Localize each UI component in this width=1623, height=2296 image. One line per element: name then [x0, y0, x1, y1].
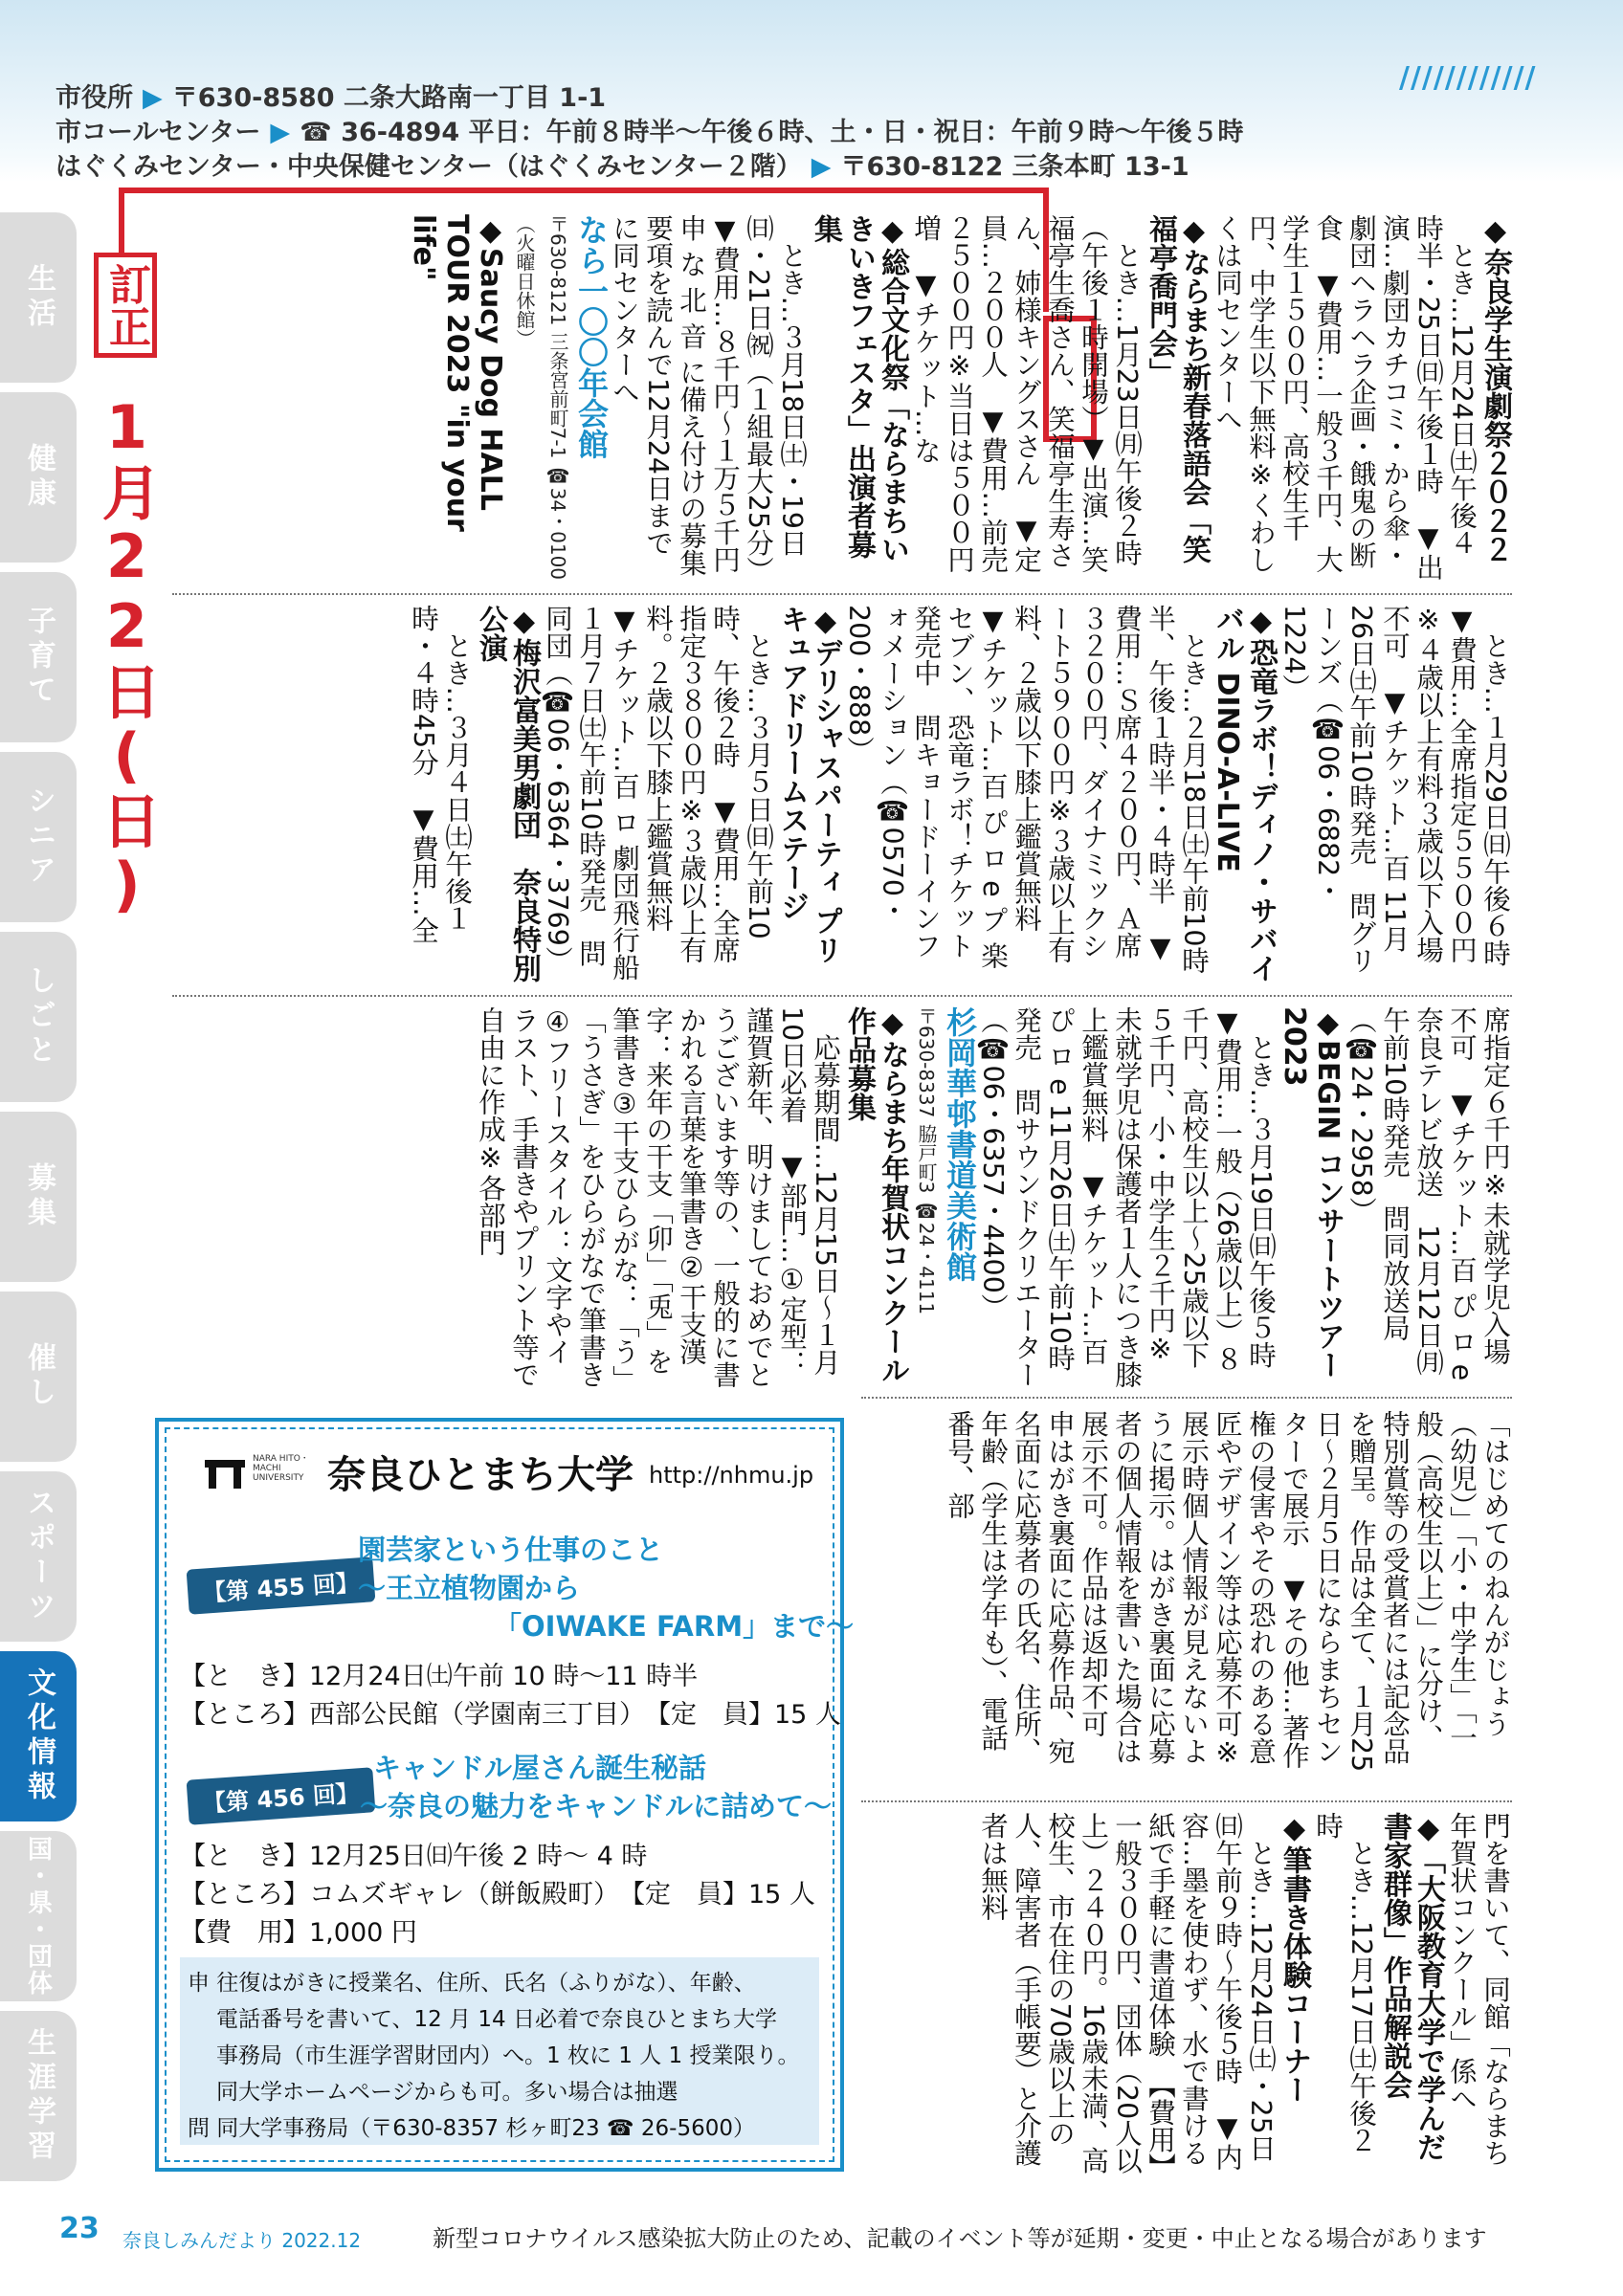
lecture-455-title-2: 〜王立植物園から: [358, 1572, 581, 1604]
lecture-455-when: 【と き】12月24日㈯午前 10 時〜11 時半: [180, 1662, 699, 1691]
event-title-umezawa: ◆梅沢富美男劇団 奈良特別公演: [474, 605, 541, 982]
page-header: [0, 0, 1623, 182]
tab-sports[interactable]: スポーツ: [0, 1471, 77, 1642]
university-url[interactable]: http://nhmu.jp: [649, 1462, 814, 1489]
correction-line-left: [119, 188, 124, 256]
row-divider-1: [172, 593, 1512, 595]
header-line-call-center: 市コールセンター ▶ ☎ 36-4894 平日：午前８時半〜午後６時、土・日・祝日：午前９時〜午後５時: [56, 118, 1244, 147]
event-body-osaka-univ: とき…12月17日㈯午後２時: [1312, 1812, 1377, 2154]
row-divider-4: [861, 1800, 1512, 1802]
lecture-455-title-3: 「OIWAKE FARM」まで〜: [494, 1610, 855, 1643]
lecture-456-where: 【ところ】コムズギャレ（餅飯殿町） 【定 員】15 人: [180, 1880, 815, 1910]
tab-childcare[interactable]: 子育て: [0, 572, 77, 742]
row-divider-2: [172, 995, 1512, 997]
header-line-health-center: はぐくみセンター・中央保健センター（はぐくみセンター２階） ▶ 〒630-8122 三条本町 13-1: [56, 152, 1189, 182]
correction-date: 1月22日(日): [92, 392, 162, 919]
column-2: [172, 605, 1512, 1008]
lecture-456-label: 【第 456 回】: [188, 1774, 374, 1819]
event-body-student-drama: とき…12月24日㈯午後４時半・25日㈰午後１時 ▼出演…劇団カチコミ・から傘・劇団ヘラヘラ企画・餓鬼の断食 ▼費用…一般３千円、大学生１５００円、高校生千円、中学生以下無料※くわしくは同センターへ: [1212, 214, 1478, 581]
header-line-city-hall: 市役所 ▶ 〒630-8580 二条大路南一丁目 1-1: [56, 83, 607, 113]
event-body-umezawa-cont: 席指定６千円※未就学児入場不可 ▼チケット…百 ぴ ロ e 奈良テレビ放送 12月12日㈪午前10時発売 問同放送局（☎24・2958）: [1345, 1006, 1511, 1381]
event-body-nengajo-end: 門を書いて、同館「ならまち年賀状コンクール」係へ: [1446, 1812, 1511, 2167]
tab-lifelong-learning[interactable]: 生涯学習: [0, 2011, 77, 2181]
event-title-rakugo: ◆ならまち新春落語会「笑福亭喬門会」: [1144, 214, 1211, 563]
tab-senior[interactable]: シニア: [0, 752, 77, 922]
event-body-saucy-dog: とき…１月29日㈰午後６時 ▼費用…全席指定５５００円※４歳以上有料３歳以下入場不可 ▼チケット…百 11月26日㈯午前10時発売 問グリーンズ（☎06・6882・1224）: [1278, 605, 1511, 994]
lecture-455-title-1: 園芸家という仕事のこと: [358, 1534, 664, 1566]
event-body-dino: とき…２月18日㈯午前10時半、午後１時半・４時半 ▼費用…Ｓ席４２００円、Ａ席３２００円、ダイナミックシート５９００円※３歳以上有料、２歳以下膝上鑑賞無料 ▼チケット…百 ぴ ロ e プ 楽 セブン、恐竜ラボ！チケット 発売中 問キョードーインフォメーション（☎0570・200・888）: [843, 605, 1210, 975]
venue-name: なら一〇〇年会館: [573, 214, 610, 459]
column-5: [861, 1812, 1512, 2175]
page-number: 23: [59, 2212, 100, 2245]
university-logo-icon: [201, 1454, 249, 1492]
tab-culture[interactable]: 文化情報: [0, 1651, 77, 1821]
correction-line-top: [119, 188, 1045, 193]
tab-events[interactable]: 催し: [0, 1292, 77, 1462]
lecture-455-label: 【第 455 回】: [188, 1563, 374, 1608]
application-contact: 問 同大学事務局（〒630-8357 杉ヶ町23 ☎ 26-5600）: [188, 2116, 755, 2141]
lecture-456-when: 【と き】12月25日㈰午後 2 時〜 4 時: [180, 1842, 648, 1871]
event-body-festa: とき…３月18日㈯・19日㈰・21日㈷（１組最大25分）▼費用…８千円〜１万５千円 申 な 北 音 に備え付けの募集要項を読んで12月24日までに同センターへ: [609, 214, 808, 601]
lecture-456-title-1: キャンドル屋さん誕生秘話: [373, 1752, 707, 1784]
lecture-456-title-2: 〜奈良の魅力をキャンドルに詰めて〜: [360, 1790, 833, 1822]
event-body-umezawa: とき…３月４日㈯午後１時・４時45分 ▼費用…全: [408, 605, 473, 944]
column-3: [172, 1006, 1512, 1396]
museum-address: 〒630-8337 脇戸町3 ☎24・4111: [915, 1006, 938, 1315]
event-title-osaka-univ: ◆「大阪教育大学で学んだ書家群像」作品解説会: [1378, 1812, 1445, 2161]
event-title-begin: ◆BEGIN コンサートツアー 2023: [1278, 1006, 1345, 1380]
event-body-nengajo-cont: 「はじめてのねんがじょう（幼児）」「小・中学生」「一般（高校生以上）」に分け、特別賞等の受賞者には記念品を贈呈。作品は全て、１月25日〜２月５日にならまちセンターで展示 ▼その他…著作権の侵害やその恐れのある意匠やデザイン等は応募不可※展示時個人情報が見えないように掲示。はがき裏面に応募者の個人情報を書いた場合は展示不可。作品は返却不可 申はがき裏面に応募作品、宛名面に応募者の氏名、住所、年齢（学生は学年も）、電話番号、部: [944, 1410, 1511, 1773]
venue-address: 〒630-8121 三条宮前町7-1 ☎34・0100 （火曜日休館）: [513, 214, 569, 581]
application-note: [180, 1957, 819, 2145]
column-4: [861, 1410, 1512, 1776]
application-line-3: 事務局（市生涯学習財団内）へ。1 枚に 1 人 1 授業限り。: [216, 2043, 800, 2068]
header-decoration: ////////////: [1399, 61, 1537, 95]
application-line-4: 同大学ホームページからも可。多い場合は抽選: [216, 2080, 678, 2105]
lecture-455-where: 【ところ】西部公民館（学園南三丁目） 【定 員】15 人: [180, 1700, 841, 1730]
event-body-rakugo: とき…1月23日㈪午後２時（午後１時開場）▼出演…笑福亭生喬さん、笑福亭生寿さん、姉様キングスさん ▼定員…２００人 ▼費用…前売２５００円※当日は５００円増 ▼チケット…な: [910, 214, 1143, 573]
university-box: [155, 1418, 855, 2172]
tab-government[interactable]: 国・県・団体: [0, 1831, 77, 2001]
event-title-festa: ◆総合文化祭「ならまちいきいきフェスタ」出演者募集: [809, 214, 909, 563]
event-body-calligraphy: とき…12月24日㈯・25日㈰午前９時〜午後５時 ▼内容…墨を使わず、水で書ける紙で手軽に書道体験 【費用】一般３００円、団体（20人以上）２４０円。16歳未満、高校生、市在住の70歳以上の人、障害者（手帳要）と介護者は無料: [977, 1812, 1277, 2175]
university-name: 奈良ひとまち大学: [327, 1453, 634, 1497]
tab-health[interactable]: 健康: [0, 392, 77, 563]
correction-label: 訂正: [94, 253, 157, 358]
museum-name: 杉岡華邨書道美術館: [942, 1006, 978, 1282]
event-title-precure: ◆デリシャスパーティ プリキュアドリームステージ: [775, 605, 842, 964]
event-title-nengajo: ◆ならまち年賀状コンクール作品募集: [842, 1006, 909, 1384]
footer-notice: 新型コロナウイルス感染拡大防止のため、記載のイベント等が延期・変更・中止となる場合があります: [433, 2225, 1487, 2252]
lecture-456-fee: 【費 用】1,000 円: [180, 1918, 417, 1948]
column-1: [172, 214, 1512, 601]
event-body-begin: とき…３月19日㈰午後５時 ▼費用…一般（26歳以上）８千円、高校生以上〜25歳以下５千円、小・中学生２千円※未就学児は保護者１人につき膝上鑑賞無料 ▼チケット…百 ぴ ロ e 11月26日㈯午前10時発売 問サウンドクリエーター（☎06・6357・4400）: [977, 1006, 1277, 1396]
row-divider-3: [861, 1397, 1512, 1399]
event-title-calligraphy: ◆筆書き体験コーナー: [1278, 1812, 1311, 2104]
event-body-precure: とき…３月５日㈰午前10時、午後２時 ▼費用…全席指定３８００円※３歳以上有料。２歳以下膝上鑑賞無料 ▼チケット…百 ロ 劇団飛行船 １月７日㈯午前10時発売 問同団（☎06・6364・3769）: [542, 605, 774, 1008]
publication-title: 奈良しみんだより 2022.12: [122, 2229, 362, 2252]
tab-recruit[interactable]: 募集: [0, 1112, 77, 1282]
university-logo-small: NARA HITO・MACHI UNIVERSITY: [253, 1454, 309, 1483]
event-title-student-drama: ◆奈良学生演劇祭２０２２: [1478, 214, 1512, 563]
tab-life[interactable]: 生活: [0, 212, 77, 383]
application-line-2: 電話番号を書いて、12 月 14 日必着で奈良ひとまち大学: [216, 2007, 778, 2032]
event-body-nengajo: 応募期間…12月15日〜１月10日必着 ▼部門…①定型：謹賀新年、明けましておめでとうございます等の、一般的に書かれる言葉を筆書き②干支漢字：来年の干支「卯」「兎」を筆書き③干支ひらがな：「う」「うさぎ」をひらがなで筆書き④フリースタイル：文字やイラスト、手書きやプリント等で自由に作成※各部門: [475, 1006, 841, 1388]
event-title-saucy-dog: ◆Saucy Dog HALL TOUR 2023 "in your life": [407, 214, 507, 532]
tab-work[interactable]: しごと: [0, 932, 77, 1102]
application-line-1: 申 往復はがきに授業名、住所、氏名（ふりがな）、年齢、: [188, 1971, 756, 1996]
event-title-dino: ◆恐竜ラボ！ディノ・サバイバル DINO-A-LIVE: [1211, 605, 1278, 982]
